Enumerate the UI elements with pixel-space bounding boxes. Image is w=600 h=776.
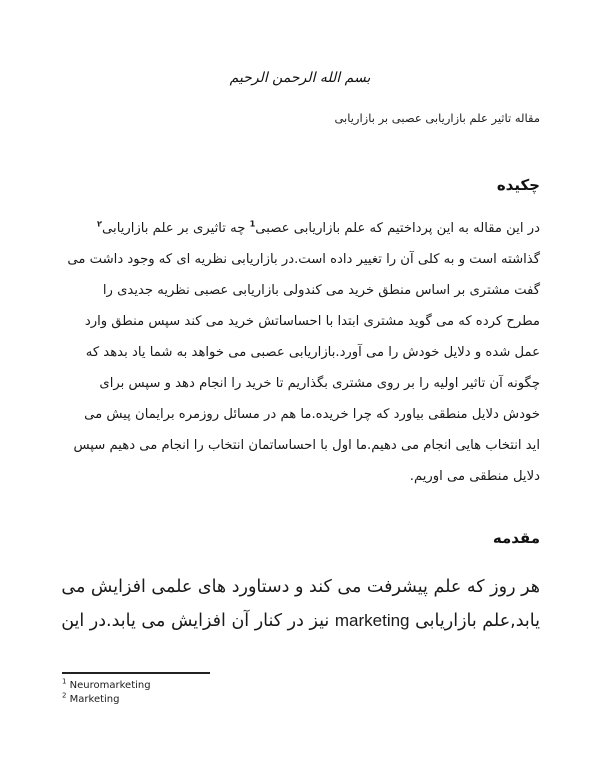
abstract-line: مطرح کرده که می گوید مشتری ابتدا با احساساتش خرید می کند سپس منطق وارد <box>84 314 540 329</box>
intro-line2-post: نیز در کنار آن افزایش می یابد.در این <box>61 611 330 631</box>
footnote-item <box>62 693 540 707</box>
footnote-marker-2: 2 <box>62 691 67 700</box>
abstract-paragraph <box>60 213 540 492</box>
abstract-line: عمل شده و دلایل خودش را می آورد.بازاریابی عصبی می خواهد به شما یاد بدهد که <box>85 345 540 360</box>
abstract-line: خودش دلایل منطقی بیاورد که چرا خریده.ما هم در مسائل روزمره برایمان پیش می <box>84 407 540 422</box>
abstract-line: گذاشته است و به کلی آن را تغییر داده است.در بازاریابی نظریه ای که وجود داشت می <box>67 252 540 267</box>
abstract-heading: چکیده <box>496 176 540 194</box>
footnote-ref-1: 1 <box>249 218 256 229</box>
intro-line2-latin-word: marketing <box>334 611 410 630</box>
footnote-item <box>62 679 540 693</box>
abstract-line1-mid: چه تاثیری بر علم بازاریابی <box>102 221 250 236</box>
abstract-line: گفت مشتری بر اساس منطق خرید می کندولی بازاریابی عصبی نظریه جدیدی را <box>102 283 540 298</box>
document-subtitle: مقاله تاثیر علم بازاریابی عصبی بر بازاریابی <box>334 111 540 125</box>
introduction-paragraph <box>60 571 540 637</box>
footnotes-area <box>62 679 540 707</box>
intro-line2-pre: یابد,علم بازاریابی <box>415 611 540 631</box>
bismillah-calligraphy: بسم الله الرحمن الرحیم <box>229 70 371 86</box>
footnote-text-1: Neuromarketing <box>69 680 151 691</box>
abstract-line: چگونه آن تاثیر اولیه را بر روی مشتری بگذاریم تا خرید را انجام دهد و سپس برای <box>99 376 540 391</box>
abstract-line: دلایل منطقی می اوریم. <box>409 469 540 484</box>
abstract-line1-pre: در این مقاله به این پرداختیم که علم بازاریابی عصبی <box>255 221 540 236</box>
footnote-ref-2: ٢ <box>97 218 103 229</box>
introduction-line <box>60 604 540 637</box>
introduction-line: هر روز که علم پیشرفت می کند و دستاورد های علمی افزایش می <box>61 577 540 597</box>
introduction-heading: مقدمه <box>492 529 540 547</box>
abstract-line: اید انتخاب هایی انجام می دهیم.ما اول با احساساتمان انتخاب را انجام می دهیم سپس <box>73 438 540 453</box>
footnote-marker-1: 1 <box>62 677 67 686</box>
footnote-separator-rule <box>62 672 210 674</box>
abstract-line <box>60 213 540 244</box>
footnote-text-2: Marketing <box>69 694 120 705</box>
